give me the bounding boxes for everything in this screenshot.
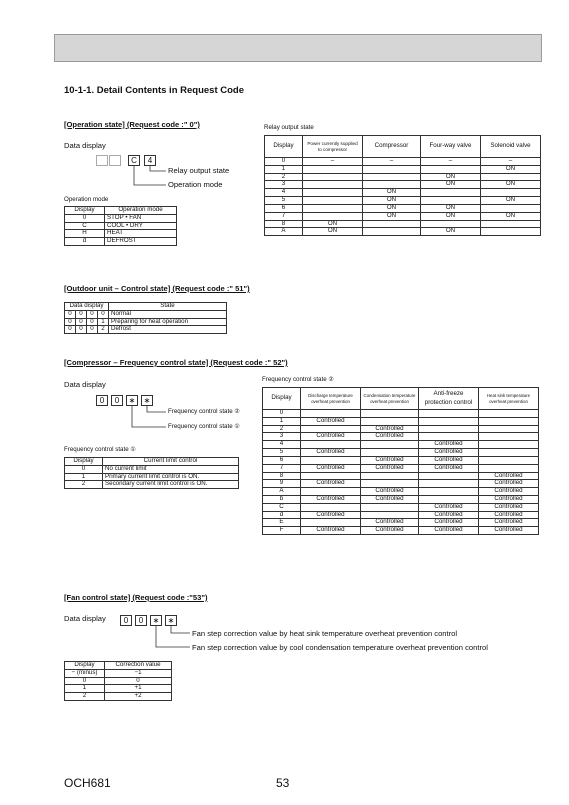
compressor-digit-2: 0	[111, 395, 123, 406]
relay-row-cell: ON	[421, 181, 481, 189]
relay-row-cell: ON	[363, 189, 421, 197]
fan-callout-condensation: Fan step correction value by cool condensation temperature overheat prevention control	[192, 643, 488, 652]
outdoor-row-cell: 0	[76, 318, 87, 326]
fan-data-display-label: Data display	[64, 614, 106, 623]
fcs2-row-cell: Controlled	[361, 433, 419, 441]
outdoor-header-data-display: Data display	[65, 303, 109, 311]
outdoor-row-cell: 1	[98, 318, 109, 326]
fan-line-condensation	[156, 626, 190, 647]
compressor-digit-3: ∗	[126, 395, 138, 406]
outdoor-row-cell: 0	[65, 326, 76, 334]
relay-row-cell: 6	[265, 204, 303, 212]
table-row: − (minus) −1	[65, 669, 172, 677]
fcs1-header-current-limit: Current limit control	[103, 458, 239, 466]
fcs2-row-cell: 6	[263, 456, 301, 464]
fcs2-row-cell: Controlled	[301, 480, 361, 488]
table-row: 2 Secondary current limit control is ON.	[65, 481, 239, 489]
fcs2-header-anti-freeze: Anti-freeze protection control	[419, 388, 479, 410]
fcs2-row-cell: 2	[263, 425, 301, 433]
footer-page-number: 53	[276, 776, 290, 790]
relay-row-cell: –	[363, 158, 421, 166]
fcs2-header-heat-sink: Heat sink temperature overheat prevention	[479, 388, 539, 410]
fcs2-row-cell: d	[263, 511, 301, 519]
fan-digit-1: 0	[120, 615, 132, 626]
relay-row-cell: ON	[421, 173, 481, 181]
fcs2-row-cell: Controlled	[361, 527, 419, 535]
relay-row-cell: –	[421, 158, 481, 166]
fcs2-row-cell: Controlled	[301, 433, 361, 441]
relay-row-cell: 0	[265, 158, 303, 166]
fcs2-row-cell: Controlled	[301, 464, 361, 472]
compressor-digit-1: 0	[96, 395, 108, 406]
operation-line-relay	[150, 166, 166, 171]
table-row: 2 +2	[65, 693, 172, 701]
fcs2-row-cell: Controlled	[361, 425, 419, 433]
fcs2-row-cell: Controlled	[419, 511, 479, 519]
fcs2-row-cell: Controlled	[479, 511, 539, 519]
table-row: H HEAT	[65, 230, 177, 238]
compressor-section-title: [Compressor – Frequency control state] (Request code :" 52")	[64, 358, 288, 367]
fcs2-row-cell: Controlled	[419, 503, 479, 511]
relay-row-cell: ON	[303, 228, 363, 236]
outdoor-row-cell: 0	[87, 326, 98, 334]
operation-mode-header-display: Display	[65, 207, 105, 215]
fcs2-row-cell: Controlled	[479, 503, 539, 511]
footer-model: OCH681	[64, 776, 111, 790]
relay-row-cell: 8	[265, 220, 303, 228]
outdoor-row-cell: 0	[65, 318, 76, 326]
relay-row-cell: A	[265, 228, 303, 236]
relay-row-cell: 4	[265, 189, 303, 197]
fcs2-row-cell: Controlled	[479, 519, 539, 527]
fan-section-title: [Fan control state] (Request code :"53")	[64, 593, 208, 602]
fcs2-row-cell: Controlled	[479, 495, 539, 503]
fan-callout-heat-sink: Fan step correction value by heat sink temperature overheat prevention control	[192, 629, 458, 638]
fcs2-row-cell: Controlled	[361, 519, 419, 527]
fcs2-row-cell: Controlled	[361, 464, 419, 472]
operation-mode-caption: Operation mode	[64, 196, 109, 203]
outdoor-row-cell: 0	[76, 326, 87, 334]
relay-row-cell: ON	[363, 204, 421, 212]
outdoor-row-cell: Normal	[109, 310, 227, 318]
compressor-line-fcs1	[132, 406, 166, 427]
fcs2-row-cell: Controlled	[301, 527, 361, 535]
fcs1-caption: Frequency control state ①	[64, 446, 136, 453]
relay-row-cell: ON	[481, 212, 541, 220]
fcs2-row-cell: Controlled	[301, 495, 361, 503]
operation-digit-4: 4	[144, 155, 156, 166]
outdoor-row-cell: Defrost	[109, 326, 227, 334]
fcs2-row-cell: Controlled	[301, 449, 361, 457]
relay-row-cell: ON	[363, 197, 421, 205]
table-row: 0 No current limit	[65, 465, 239, 473]
outdoor-row-cell: 2	[98, 326, 109, 334]
fcs2-header-display: Display	[263, 388, 301, 410]
operation-callout-mode: Operation mode	[168, 180, 223, 189]
table-row: 1 Primary current limit control is ON.	[65, 473, 239, 481]
fan-line-heat-sink	[171, 626, 190, 633]
relay-row-cell: ON	[303, 220, 363, 228]
fcs2-row-cell: 9	[263, 480, 301, 488]
page-title: 10-1-1. Detail Contents in Request Code	[64, 85, 245, 96]
relay-row-cell: 2	[265, 173, 303, 181]
relay-row-cell: ON	[481, 197, 541, 205]
fcs2-row-cell: Controlled	[419, 441, 479, 449]
fan-header-display: Display	[65, 662, 105, 670]
fcs2-row-cell: 0	[263, 410, 301, 418]
relay-row-cell: ON	[363, 212, 421, 220]
relay-row-cell: ON	[421, 212, 481, 220]
fcs2-header-discharge: Discharge temperature overheat prevention	[301, 388, 361, 410]
outdoor-header-state: State	[109, 303, 227, 311]
fcs2-row-cell: Controlled	[419, 519, 479, 527]
operation-section-title: [Operation state] (Request code :" 0")	[64, 120, 200, 129]
table-row: C COOL • DRY	[65, 222, 177, 230]
relay-row-cell: –	[303, 158, 363, 166]
compressor-data-display-label: Data display	[64, 380, 106, 389]
fan-digit-3: ∗	[150, 615, 162, 626]
fcs2-row-cell: Controlled	[419, 527, 479, 535]
fcs2-header-condensation: Condensation temperature overheat prevention	[361, 388, 419, 410]
fcs2-row-cell: 3	[263, 433, 301, 441]
fcs2-row-cell: Controlled	[301, 417, 361, 425]
relay-row-cell: 5	[265, 197, 303, 205]
relay-row-cell: 1	[265, 165, 303, 173]
fan-header-correction: Correction value	[105, 662, 172, 670]
outdoor-row-cell: Preparing for heat operation	[109, 318, 227, 326]
relay-header-display: Display	[265, 136, 303, 158]
relay-row-cell: –	[481, 158, 541, 166]
fcs2-row-cell: Controlled	[361, 488, 419, 496]
compressor-line-fcs2	[147, 406, 166, 412]
relay-row-cell: ON	[421, 228, 481, 236]
relay-row-cell: 3	[265, 181, 303, 189]
fcs2-row-cell: Controlled	[419, 464, 479, 472]
fcs2-row-cell: Controlled	[361, 456, 419, 464]
operation-mode-header-mode: Operation mode	[105, 207, 177, 215]
operation-callout-relay: Relay output state	[168, 166, 230, 175]
outdoor-row-cell: 0	[65, 310, 76, 318]
operation-digit-3: C	[128, 155, 140, 166]
relay-row-cell: ON	[481, 181, 541, 189]
relay-header-four-way: Four-way valve	[421, 136, 481, 158]
fcs2-row-cell: 4	[263, 441, 301, 449]
fcs2-row-cell: Controlled	[479, 480, 539, 488]
relay-header-power: Power currently supplied to compressor	[303, 136, 363, 158]
relay-header-compressor: Compressor	[363, 136, 421, 158]
fcs1-header-display: Display	[65, 458, 103, 466]
fan-digit-4: ∗	[165, 615, 177, 626]
fcs2-row-cell: Controlled	[301, 511, 361, 519]
fcs2-row-cell: C	[263, 503, 301, 511]
relay-row-cell: ON	[421, 204, 481, 212]
fcs2-row-cell: 8	[263, 472, 301, 480]
fcs2-row-cell: Controlled	[361, 495, 419, 503]
fcs2-row-cell: Controlled	[479, 527, 539, 535]
fan-digit-2: 0	[135, 615, 147, 626]
compressor-digit-4: ∗	[141, 395, 153, 406]
fcs2-caption: Frequency control state ②	[262, 376, 334, 383]
relay-header-solenoid: Solenoid valve	[481, 136, 541, 158]
compressor-callout-fcs1: Frequency control state ①	[168, 423, 240, 430]
table-row: 0 0	[65, 677, 172, 685]
fcs2-row-cell: 1	[263, 417, 301, 425]
fcs2-row-cell: 5	[263, 449, 301, 457]
outdoor-section-title: [Outdoor unit – Control state] (Request code :" 51")	[64, 284, 250, 293]
fcs2-row-cell: Controlled	[479, 488, 539, 496]
table-row: d DEFROST	[65, 238, 177, 246]
fcs2-row-cell: Controlled	[419, 449, 479, 457]
table-row: 0 STOP • FAN	[65, 214, 177, 222]
fcs2-row-cell: 7	[263, 464, 301, 472]
outdoor-row-cell: 0	[98, 310, 109, 318]
table-row: 1 +1	[65, 685, 172, 693]
compressor-callout-fcs2: Frequency control state ②	[168, 408, 240, 415]
operation-data-display-label: Data display	[64, 141, 106, 150]
relay-caption: Relay output state	[264, 124, 314, 131]
outdoor-row-cell: 0	[87, 310, 98, 318]
fcs2-row-cell: E	[263, 519, 301, 527]
fcs2-row-cell: Controlled	[479, 472, 539, 480]
relay-row-cell: 7	[265, 212, 303, 220]
fcs2-row-cell: b	[263, 495, 301, 503]
relay-row-cell: ON	[481, 165, 541, 173]
outdoor-row-cell: 0	[87, 318, 98, 326]
fcs2-row-cell: Controlled	[419, 456, 479, 464]
fcs2-row-cell: A	[263, 488, 301, 496]
outdoor-row-cell: 0	[76, 310, 87, 318]
fcs2-row-cell: F	[263, 527, 301, 535]
